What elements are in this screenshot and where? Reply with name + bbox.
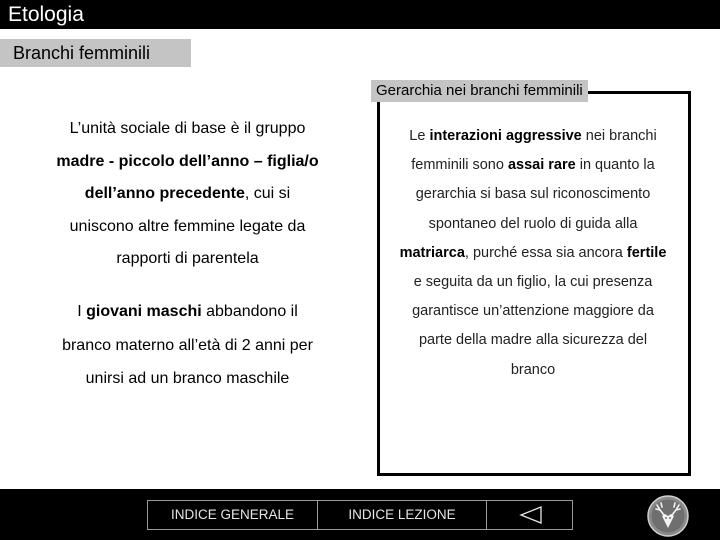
text-segment: I [77,303,87,320]
bold-text: dell’anno precedente [84,185,245,202]
text-line: e seguita da un figlio, la cui presenza [413,273,653,290]
indice-generale-label: INDICE GENERALE [170,507,295,522]
text-line: branco [510,361,556,378]
hierarchy-box-title: Gerarchia nei branchi femminili [371,80,588,102]
text-line: parte della madre alla sicurezza del [418,332,648,349]
text-line [382,242,684,271]
text-segment: in quanto la [575,157,655,174]
hierarchy-box-text [382,125,684,388]
bold-text: interazioni aggressive [429,128,582,144]
indice-generale-button[interactable] [147,500,318,530]
text-line: L’unità sociale di base è il gruppo [69,120,306,137]
title-bar [0,0,720,29]
bold-text: giovani maschi [86,303,202,320]
indice-lezione-label: INDICE LEZIONE [348,507,456,522]
text-segment: , purché essa sia ancora [464,244,627,261]
text-line [25,183,350,216]
text-line: garantisce un’attenzione maggiore da [412,303,654,320]
text-line: rapporti di parentela [116,250,259,267]
indice-lezione-button[interactable] [317,500,487,530]
left-text-block-unit [25,118,350,281]
section-title: Branchi femminili [13,43,151,63]
bold-text: madre - piccolo dell’anno – figlia/o [56,152,319,170]
text-segment: , cui si [244,185,291,202]
text-line: unirsi ad un branco maschile [85,370,290,387]
text-line: spontaneo del ruolo di guida alla [428,215,638,232]
back-button[interactable] [486,500,573,530]
text-line [382,154,684,183]
app-title: Etologia [8,3,84,26]
text-line [382,125,684,154]
text-line: gerarchia si basa sul riconoscimento [415,186,651,203]
section-header [0,39,191,67]
text-segment: femminili sono [411,157,508,174]
text-line: branco materno all’età di 2 anni per [62,336,313,354]
text-line [25,151,350,184]
left-text-block-males [25,301,350,402]
text-segment: nei branchi [581,128,657,144]
text-segment: abbandono il [201,303,298,320]
deer-emblem-icon[interactable] [646,494,690,538]
text-line [25,301,350,335]
bold-text: assai rare [507,157,576,174]
bold-text: matriarca [399,244,465,261]
text-line: uniscono altre femmine legate da [69,217,306,235]
bold-text: fertile [626,244,667,261]
text-segment: Le [409,128,430,144]
triangle-left-icon [519,505,543,525]
